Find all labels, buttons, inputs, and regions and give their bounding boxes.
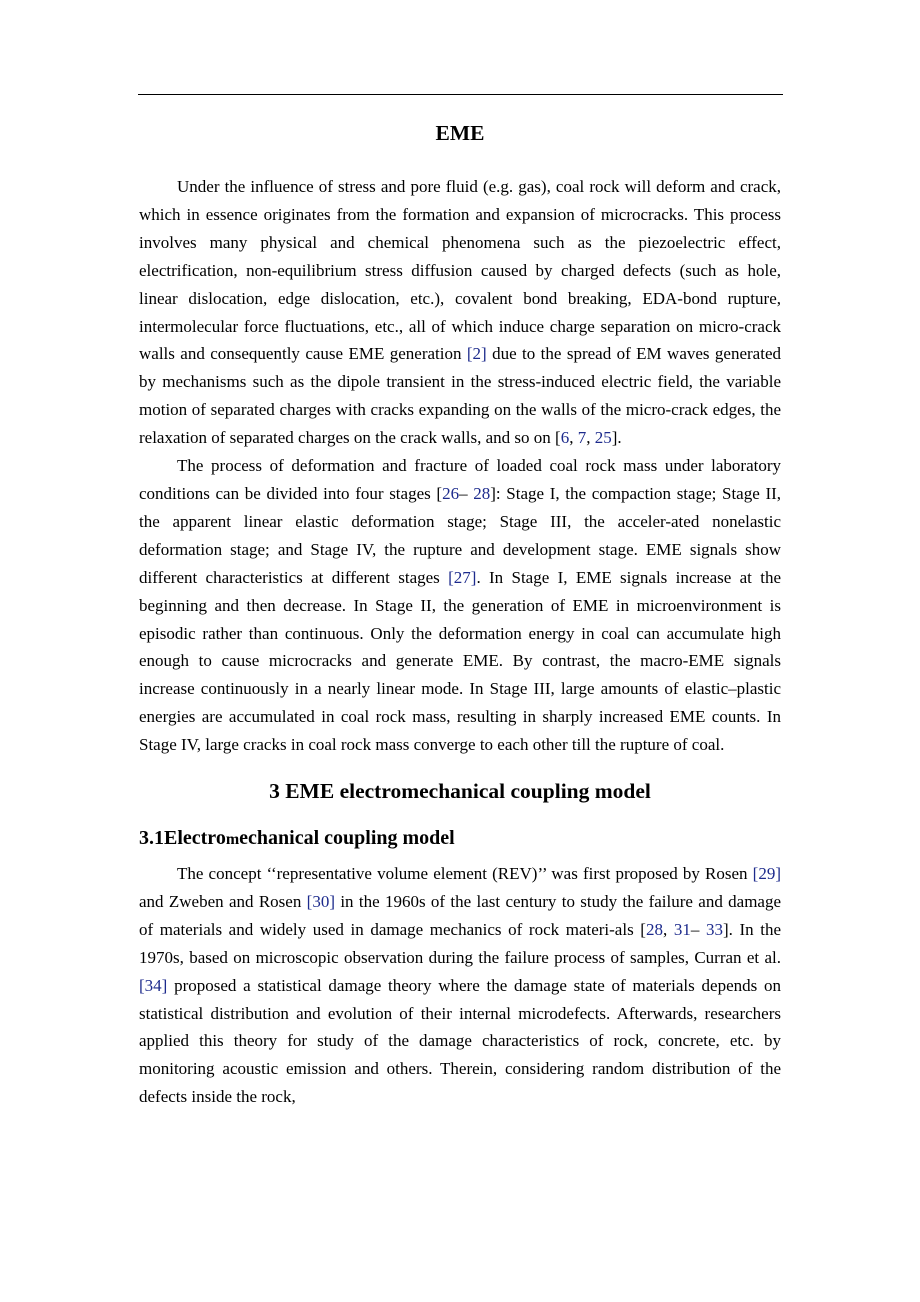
citation-link[interactable]: 31 bbox=[673, 919, 691, 939]
citation-link[interactable]: [29] bbox=[752, 864, 781, 884]
paragraph-eme-1: Under the influence of stress and pore fluid (e.g. gas), coal rock will deform and crack, which in essence originates from the formation and expansion of microcracks. This process involves many physical and chemical phenomena such as the piezoelectric effect, electrification, non-equilibrium stress diffusion caused by charged defects (such as hole, linear dislocation, edge dislocation, etc.), covalent bond breaking, EDA-bond rupture, intermolecular force fluctuations, etc., all of which induce charge separation on micro-crack walls and consequently cause EME generation [2] due to the spread of EM waves generated by mechanisms such as the dipole transient in the stress-induced electric field, the variable motion of separated charges with cracks expanding on the walls of the micro-crack edges, the relaxation of separated charges on the crack walls, and so on [6, 7, 25]. bbox=[139, 177, 781, 448]
citation-link[interactable]: 25 bbox=[594, 428, 612, 448]
header-rule bbox=[138, 94, 783, 95]
citation-link[interactable]: 33 bbox=[705, 919, 723, 939]
citation-link[interactable]: [27] bbox=[448, 567, 477, 587]
citation-link[interactable]: 28 bbox=[473, 483, 491, 503]
paragraph-3-1: The concept ‘‘representative volume element (REV)’’ was first proposed by Rosen [29] and Zweben and Rosen [30] in the 1960s of the last century to study the failure and damage of materials and widely used in damage mechanics of rock materi-als [28, 31– 33]. In the 1970s, based on microscopic observation during the failure process of samples, Curran et al. [34] proposed a statistical damage theory where the damage state of materials depends on statistical distribution and evolution of their internal microdefects. Afterwards, researchers applied this theory for study of the damage characteristics of rock, concrete, etc. by monitoring acoustic emission and others. Therein, considering random distribution of the defects inside the rock, bbox=[139, 864, 782, 1107]
citation-link[interactable]: 26 bbox=[442, 483, 460, 503]
citation-link[interactable]: 6 bbox=[560, 428, 570, 448]
section-title-3: 3 EME electromechanical coupling model bbox=[269, 779, 651, 804]
citation-link[interactable]: [30] bbox=[306, 891, 335, 911]
subsection-title-3-1: 3.1Electromechanical coupling model bbox=[139, 827, 455, 850]
page-content bbox=[139, 120, 781, 1111]
citation-link[interactable]: [2] bbox=[466, 344, 487, 364]
citation-link[interactable]: [34] bbox=[139, 975, 168, 995]
paragraph-eme-2: The process of deformation and fracture of loaded coal rock mass under laboratory conditions can be divided into four stages [26– 28]: Stage I, the compaction stage; Stage II, the apparent linear elastic deformation stage; Stage III, the acceler-ated nonelastic deformation stage; and Stage IV, the rupture and development stage. EME signals show different characteristics at different stages [27]. In Stage I, EME signals increase at the beginning and then decrease. In Stage II, the generation of EME in microenvironment is episodic rather than continuous. Only the deformation energy in coal can accumulate high enough to cause microcracks and generate EME. By contrast, the macro-EME signals increase continuously in a nearly linear mode. In Stage III, large amounts of elastic–plastic energies are accumulated in coal rock mass, resulting in sharply increased EME counts. In Stage IV, large cracks in coal rock mass converge to each other till the rupture of coal. bbox=[139, 456, 782, 755]
citation-link[interactable]: 7 bbox=[577, 428, 587, 448]
section-title-eme: EME bbox=[435, 121, 485, 145]
citation-link[interactable]: 28 bbox=[645, 919, 663, 939]
